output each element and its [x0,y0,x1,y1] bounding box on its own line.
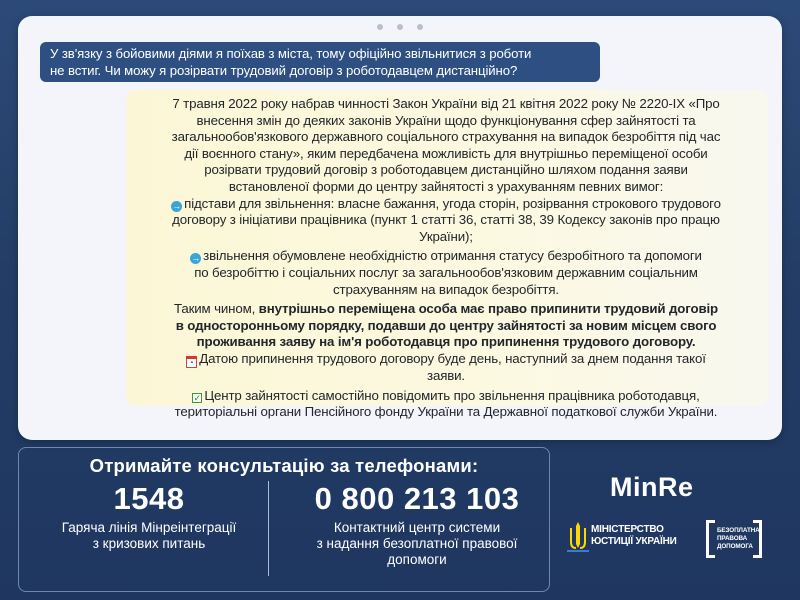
answer-line: підстави для звільнення: власне бажання, угода сторін, розірвання строкового трудового [184,195,721,211]
answer-line: звільнення обумовлене необхідністю отримання статусу безробітного та допомоги [203,248,702,264]
hotline-caption [29,520,269,552]
dot-icon [377,24,383,30]
answer-line: Центр зайнятості самостійно повідомить про звільнення працівника роботодавця, [204,387,700,403]
hotline-number[interactable]: 1548 [113,481,185,516]
answer-line: загальнообов'язкового державного соціального страхування на випадок безробіття під час [171,129,721,145]
question-bubble [40,42,600,82]
answer-bullet-1 [132,196,760,246]
calendar-icon: ▪ [186,356,197,368]
trident-icon [567,520,589,554]
dot-icon [417,24,423,30]
legal-line: ПРАВОВА [717,535,748,542]
caption-line: Контактний центр системи [333,520,501,535]
checkbox-icon: ✓ [193,392,202,403]
answer-line: договору з ініціативи працівника (пункт 1 статті 36, статті 38, 39 Кодексу законів про працю [172,212,720,228]
arrow-circle-icon: → [172,200,182,211]
answer-line: розірвати трудовий договір з роботодавцем дистанційно шляхом подання заяви [204,162,688,178]
answer-bubble [126,90,768,420]
contact-center-block [287,480,547,568]
answer-line: внесення змін до деяких законів України щодо функціонування сфер зайнятості та [196,112,696,128]
caption-line: з кризових питань [92,536,206,551]
free-legal-aid-logo [706,520,762,560]
answer-line: територіальні органи Пенсійного фонду України та Державної податкової служби України. [174,404,718,420]
conclusion-bold: в односторонньому порядку, подавши до центру зайнятості за новим місцем свого [175,317,717,333]
contact-center-number[interactable]: 0 800 213 103 [314,481,520,516]
conclusion-bold: внутрішньо переміщена особа має право припинити трудовий договір [258,301,718,317]
ministry-name [591,524,677,548]
consultation-box [18,447,550,592]
answer-date-note [132,351,760,385]
dot-icon [397,24,403,30]
minre-logo: MinRe [610,472,694,502]
answer-line: по безробіттю і соціальних послуг за загальнообов'язковим державним соціальним [194,264,698,280]
conclusion-lead: Таким чином, [173,301,256,317]
contact-center-caption [287,520,547,568]
arrow-circle-icon: → [191,253,201,264]
legal-line: ДОПОМОГА [717,543,753,550]
answer-line: України); [419,228,473,244]
ministry-of-justice-logo [567,518,687,558]
answer-line: дії воєнного стану», яким передбачена можливість для внутрішньо переміщеної особи [184,145,708,161]
question-line: У зв'язку з бойовими діями я поїхав з міста, тому офіційно звільнитися з роботи [50,46,532,61]
bracket-icon [753,520,762,558]
caption-line: допомоги [387,552,447,567]
caption-line: з надання безоплатної правової [316,536,518,551]
consultation-title: Отримайте консультацію за телефонами: [89,455,479,476]
conclusion-bold: проживання заяву на ім'я роботодавця про припинення трудового договору. [196,334,696,350]
bracket-icon [706,520,715,558]
answer-line: страхуванням на випадок безробіття. [333,281,559,297]
answer-line: Датою припинення трудового договору буде день, наступний за днем подання такої [199,350,706,366]
window-dots [18,24,782,34]
divider [268,481,269,576]
answer-intro [132,96,760,196]
answer-line: встановленої форми до центру зайнятості з урахуванням певних вимог: [228,178,664,194]
ministry-line: ЮСТИЦІЇ УКРАЇНИ [591,536,677,547]
question-line: не встиг. Чи можу я розірвати трудовий договір з роботодавцем дистанційно? [50,63,518,78]
answer-line: 7 травня 2022 року набрав чинності Закон України від 21 квітня 2022 року № 2220-IX «Про [172,96,720,111]
answer-center-note [132,388,760,421]
legal-line: БЕЗОПЛАТНА [717,527,760,534]
ministry-line: МІНІСТЕРСТВО [591,524,664,535]
answer-bullet-2 [132,248,760,298]
answer-conclusion [132,301,760,351]
answer-line: заяви. [427,367,465,383]
caption-line: Гаряча лінія Мінреінтеграції [61,520,237,535]
hotline-block [29,480,269,552]
